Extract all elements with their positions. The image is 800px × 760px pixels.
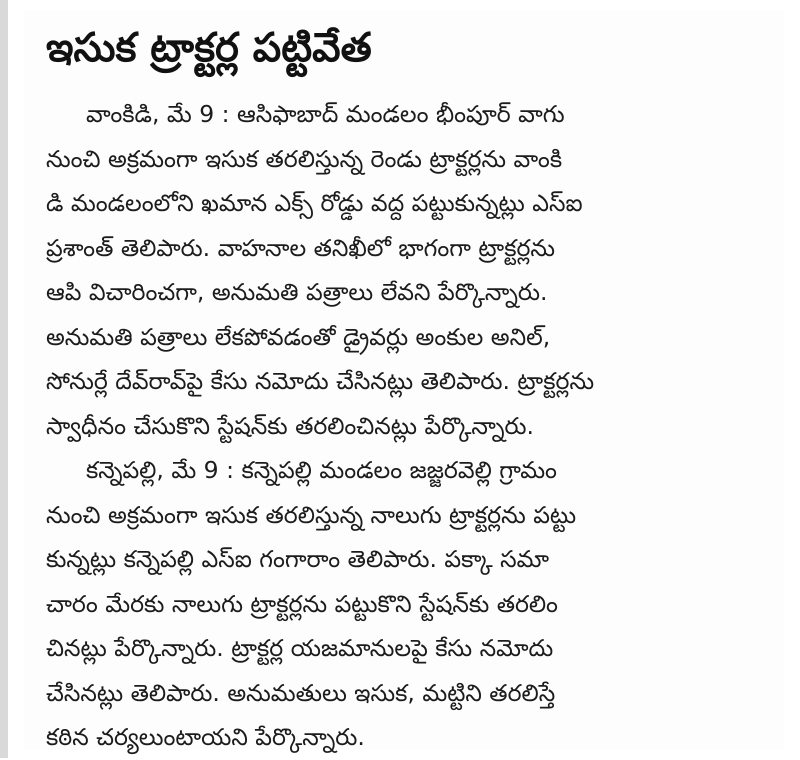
- article-line: స్వాధీనం చేసుకొని స్టేషన్‌కు తరలించినట్లు పేర్కొన్నారు.: [46, 411, 534, 440]
- article-line: ప్రశాంత్ తెలిపారు. వాహనాల తనిఖీలో భాగంగా ట్రాక్టర్లను: [46, 233, 556, 262]
- article-body: [46, 92, 736, 760]
- article-line: కున్నట్లు కన్నెపల్లి ఎస్ఐ గంగారాం తెలిపారు. పక్కా సమా: [46, 545, 550, 573]
- article-line: సోనుర్లే దేవ్‌రావ్‌పై కేసు నమోదు చేసినట్లు తెలిపారు. ట్రాక్టర్లను: [46, 367, 595, 395]
- article-line: డి మండలంలోని ఖమాన ఎక్స్ రోడ్డు వద్ద పట్టుకున్నట్లు ఎస్ఐ: [46, 189, 583, 217]
- article-line: నుంచి అక్రమంగా ఇసుక తరలిస్తున్న రెండు ట్రాక్టర్లను వాంకి: [46, 144, 563, 173]
- article-line: ఆపి విచారించగా, అనుమతి పత్రాలు లేవని పేర్కొన్నారు.: [46, 278, 548, 306]
- article-line: చారం మేరకు నాలుగు ట్రాక్టర్లను పట్టుకొని స్టేషన్‌కు తరలిం: [46, 589, 558, 618]
- article-line: కఠిన చర్యలుంటాయని పేర్కొన్నారు.: [46, 723, 365, 751]
- article-line: కన్నెపల్లి, మే 9 : కన్నెపల్లి మండలం జజ్జరవెల్లి గ్రామం: [86, 456, 557, 484]
- article-line: వాంకిడి, మే 9 : ఆసిఫాబాద్ మండలం భీంపూర్ వాగు: [86, 100, 565, 128]
- page-margin-rule: [0, 0, 8, 758]
- article-line: నుంచి అక్రమంగా ఇసుక తరలిస్తున్న నాలుగు ట్రాక్టర్లను పట్టు: [46, 500, 577, 529]
- article-line: చినట్లు పేర్కొన్నారు. ట్రాక్టర్ల యజమానులపై కేసు నమోదు: [46, 634, 554, 662]
- article-line: చేసినట్లు తెలిపారు. అనుమతులు ఇసుక, మట్టిని తరలిస్తే: [46, 678, 556, 707]
- news-clipping: [24, 10, 784, 750]
- article-headline: ఇసుక ట్రాక్టర్ల పట్టివేత: [46, 25, 372, 71]
- article-line: అనుమతి పత్రాలు లేకపోవడంతో డ్రైవర్లు అంకుల అనిల్,: [46, 322, 551, 351]
